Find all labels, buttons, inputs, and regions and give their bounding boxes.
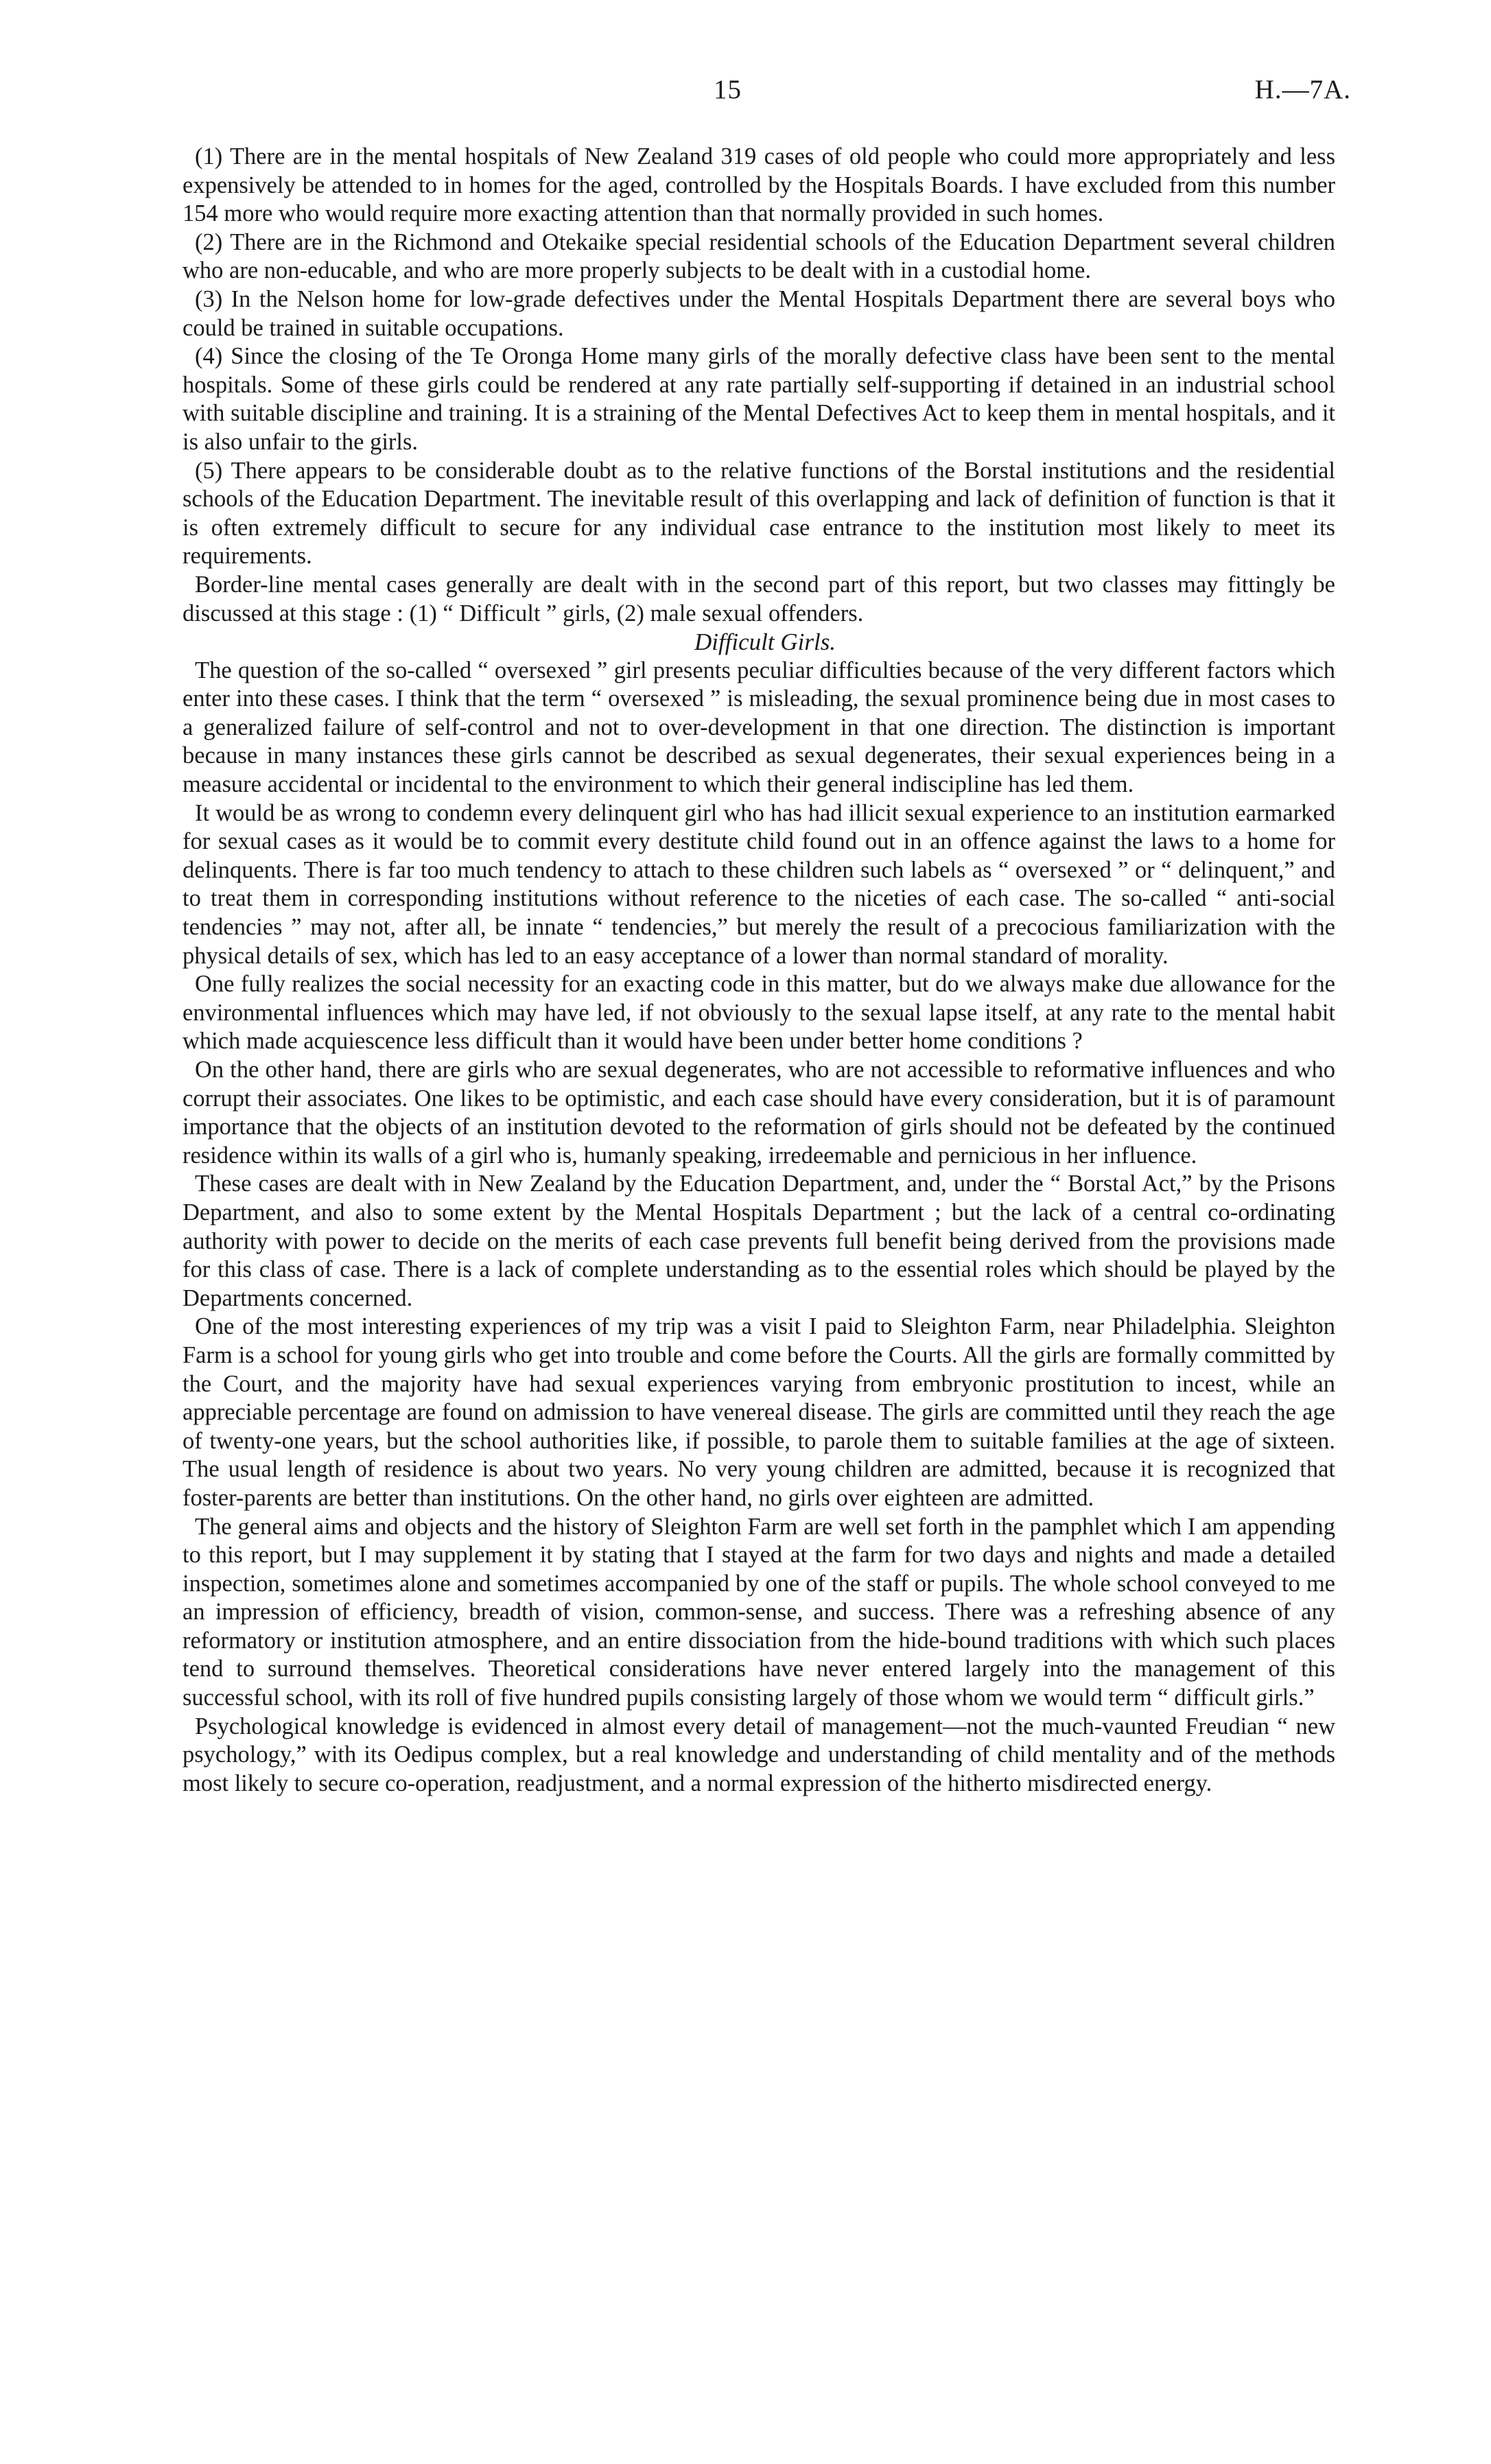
document-reference: H.—7A. — [1254, 75, 1351, 104]
page-header — [0, 74, 1491, 115]
paragraph: (5) There appears to be considerable doubt as to the relative functions of the Borstal institutions and the residential schools of the Education Department. The inevitable result of this overlapping and lack of definition of function is that it is often extremely difficult to secure for any individual case entrance to the institution most likely to meet its requirements. — [183, 457, 1335, 570]
paragraph: (4) Since the closing of the Te Oronga Home many girls of the morally defective class have been sent to the mental hospitals. Some of these girls could be rendered at any rate partially self-supporting if detained in an industrial school with suitable discipline and training. It is a straining of the Mental Defectives Act to keep them in mental hospitals, and it is also unfair to the girls. — [183, 343, 1335, 455]
paragraph: One of the most interesting experiences of my trip was a visit I paid to Sleighton Farm, near Philadelphia. Sleighton Farm is a school for young girls who get into trouble and come before the Courts. All the girls are formally committed by the Court, and the majority have had sexual experiences varying from embryonic prostitution to incest, while an appreciable percentage are found on admission to have venereal disease. The girls are committed until they reach the age of twenty-one years, but the school authorities like, if possible, to parole them to suitable families at the age of sixteen. The usual length of residence is about two years. No very young children are admitted, because it is recognized that foster-parents are better than institutions. On the other hand, no girls over eighteen are admitted. — [183, 1313, 1335, 1511]
paragraph: (3) In the Nelson home for low-grade defectives under the Mental Hospitals Department there are several boys who could be trained in suitable occupations. — [183, 285, 1335, 341]
paragraph: Border-line mental cases generally are dealt with in the second part of this report, but two classes may fittingly be discussed at this stage : (1) “ Difficult ” girls, (2) male sexual offenders. — [183, 571, 1335, 626]
paragraph: Psychological knowledge is evidenced in almost every detail of management—not the much-vaunted Freudian “ new psychology,” with its Oedipus complex, but a real knowledge and understanding of child mentality and of the methods most likely to secure co-operation, readjustment, and a normal expression of the hitherto misdirected energy. — [183, 1713, 1335, 1796]
paragraph: These cases are dealt with in New Zealand by the Education Department, and, under the “ Borstal Act,” by the Prisons Department, and also to some extent by the Mental Hospitals Department ; but the lack of a central co-ordinating authority with power to decide on the merits of each case prevents full benefit being derived from the provisions made for this class of case. There is a lack of complete understanding as to the essential roles which should be played by the Departments concerned. — [183, 1171, 1335, 1311]
page-number: 15 — [714, 75, 742, 104]
paragraph: The general aims and objects and the history of Sleighton Farm are well set forth in the pamphlet which I am appending to this report, but I may supplement it by stating that I stayed at the farm for two days and nights and made a detailed inspection, sometimes alone and sometimes accompanied by one of the staff or pupils. The whole school conveyed to me an impression of efficiency, breadth of vision, common-sense, and success. There was a refreshing absence of any reformatory or institution atmosphere, and an entire dissociation from the hide-bound traditions with which such places tend to surround themselves. Theoretical considerations have never entered largely into the management of this successful school, with its roll of five hundred pupils consisting largely of those whom we would term “ difficult girls.” — [183, 1513, 1335, 1711]
paragraph: The question of the so-called “ oversexed ” girl presents peculiar difficulties because of the very different factors which enter into these cases. I think that the term “ oversexed ” is misleading, the sexual prominence being due in most cases to a generalized failure of self-control and not to over-development in that one direction. The distinction is important because in many instances these girls cannot be described as sexual degenerates, their sexual experiences being in a measure accidental or incidental to the environment to which their general indiscipline has led them. — [183, 657, 1335, 798]
paragraph: (1) There are in the mental hospitals of New Zealand 319 cases of old people who could more appropriately and less expensively be attended to in homes for the aged, controlled by the Hospitals Boards. I have excluded from this number 154 more who would require more exacting attention than that normally provided in such homes. — [183, 143, 1335, 227]
section-heading: Difficult Girls. — [694, 629, 836, 656]
paragraph: One fully realizes the social necessity for an exacting code in this matter, but do we always make due allowance for the environmental influences which may have led, if not obviously to the sexual lapse itself, at any rate to the mental habit which made acquiescence less difficult than it would have been under better home conditions ? — [183, 971, 1335, 1055]
paragraph: It would be as wrong to condemn every delinquent girl who has had illicit sexual experience to an institution earmarked for sexual cases as it would be to commit every destitute child found out in an offence against the laws to a home for delinquents. There is far too much tendency to attach to these children such labels as “ oversexed ” or “ delinquent,” and to treat them in corresponding institutions without reference to the niceties of each case. The so-called “ anti-social tendencies ” may not, after all, be innate “ tendencies,” but merely the result of a precocious familiarization with the physical details of sex, which has led to an easy acceptance of a lower than normal standard of morality. — [183, 799, 1335, 969]
paragraph: On the other hand, there are girls who are sexual degenerates, who are not accessible to reformative influences and who corrupt their associates. One likes to be optimistic, and each case should have every consideration, but it is of paramount importance that the objects of an institution devoted to the reformation of girls should not be defeated by the continued residence within its walls of a girl who is, humanly speaking, irredeemable and pernicious in her influence. — [183, 1057, 1335, 1169]
body-text — [183, 143, 1335, 1798]
paragraph: (2) There are in the Richmond and Otekaike special residential schools of the Education Department several children who are non-educable, and who are more properly subjects to be dealt with in a custodial home. — [183, 228, 1335, 284]
